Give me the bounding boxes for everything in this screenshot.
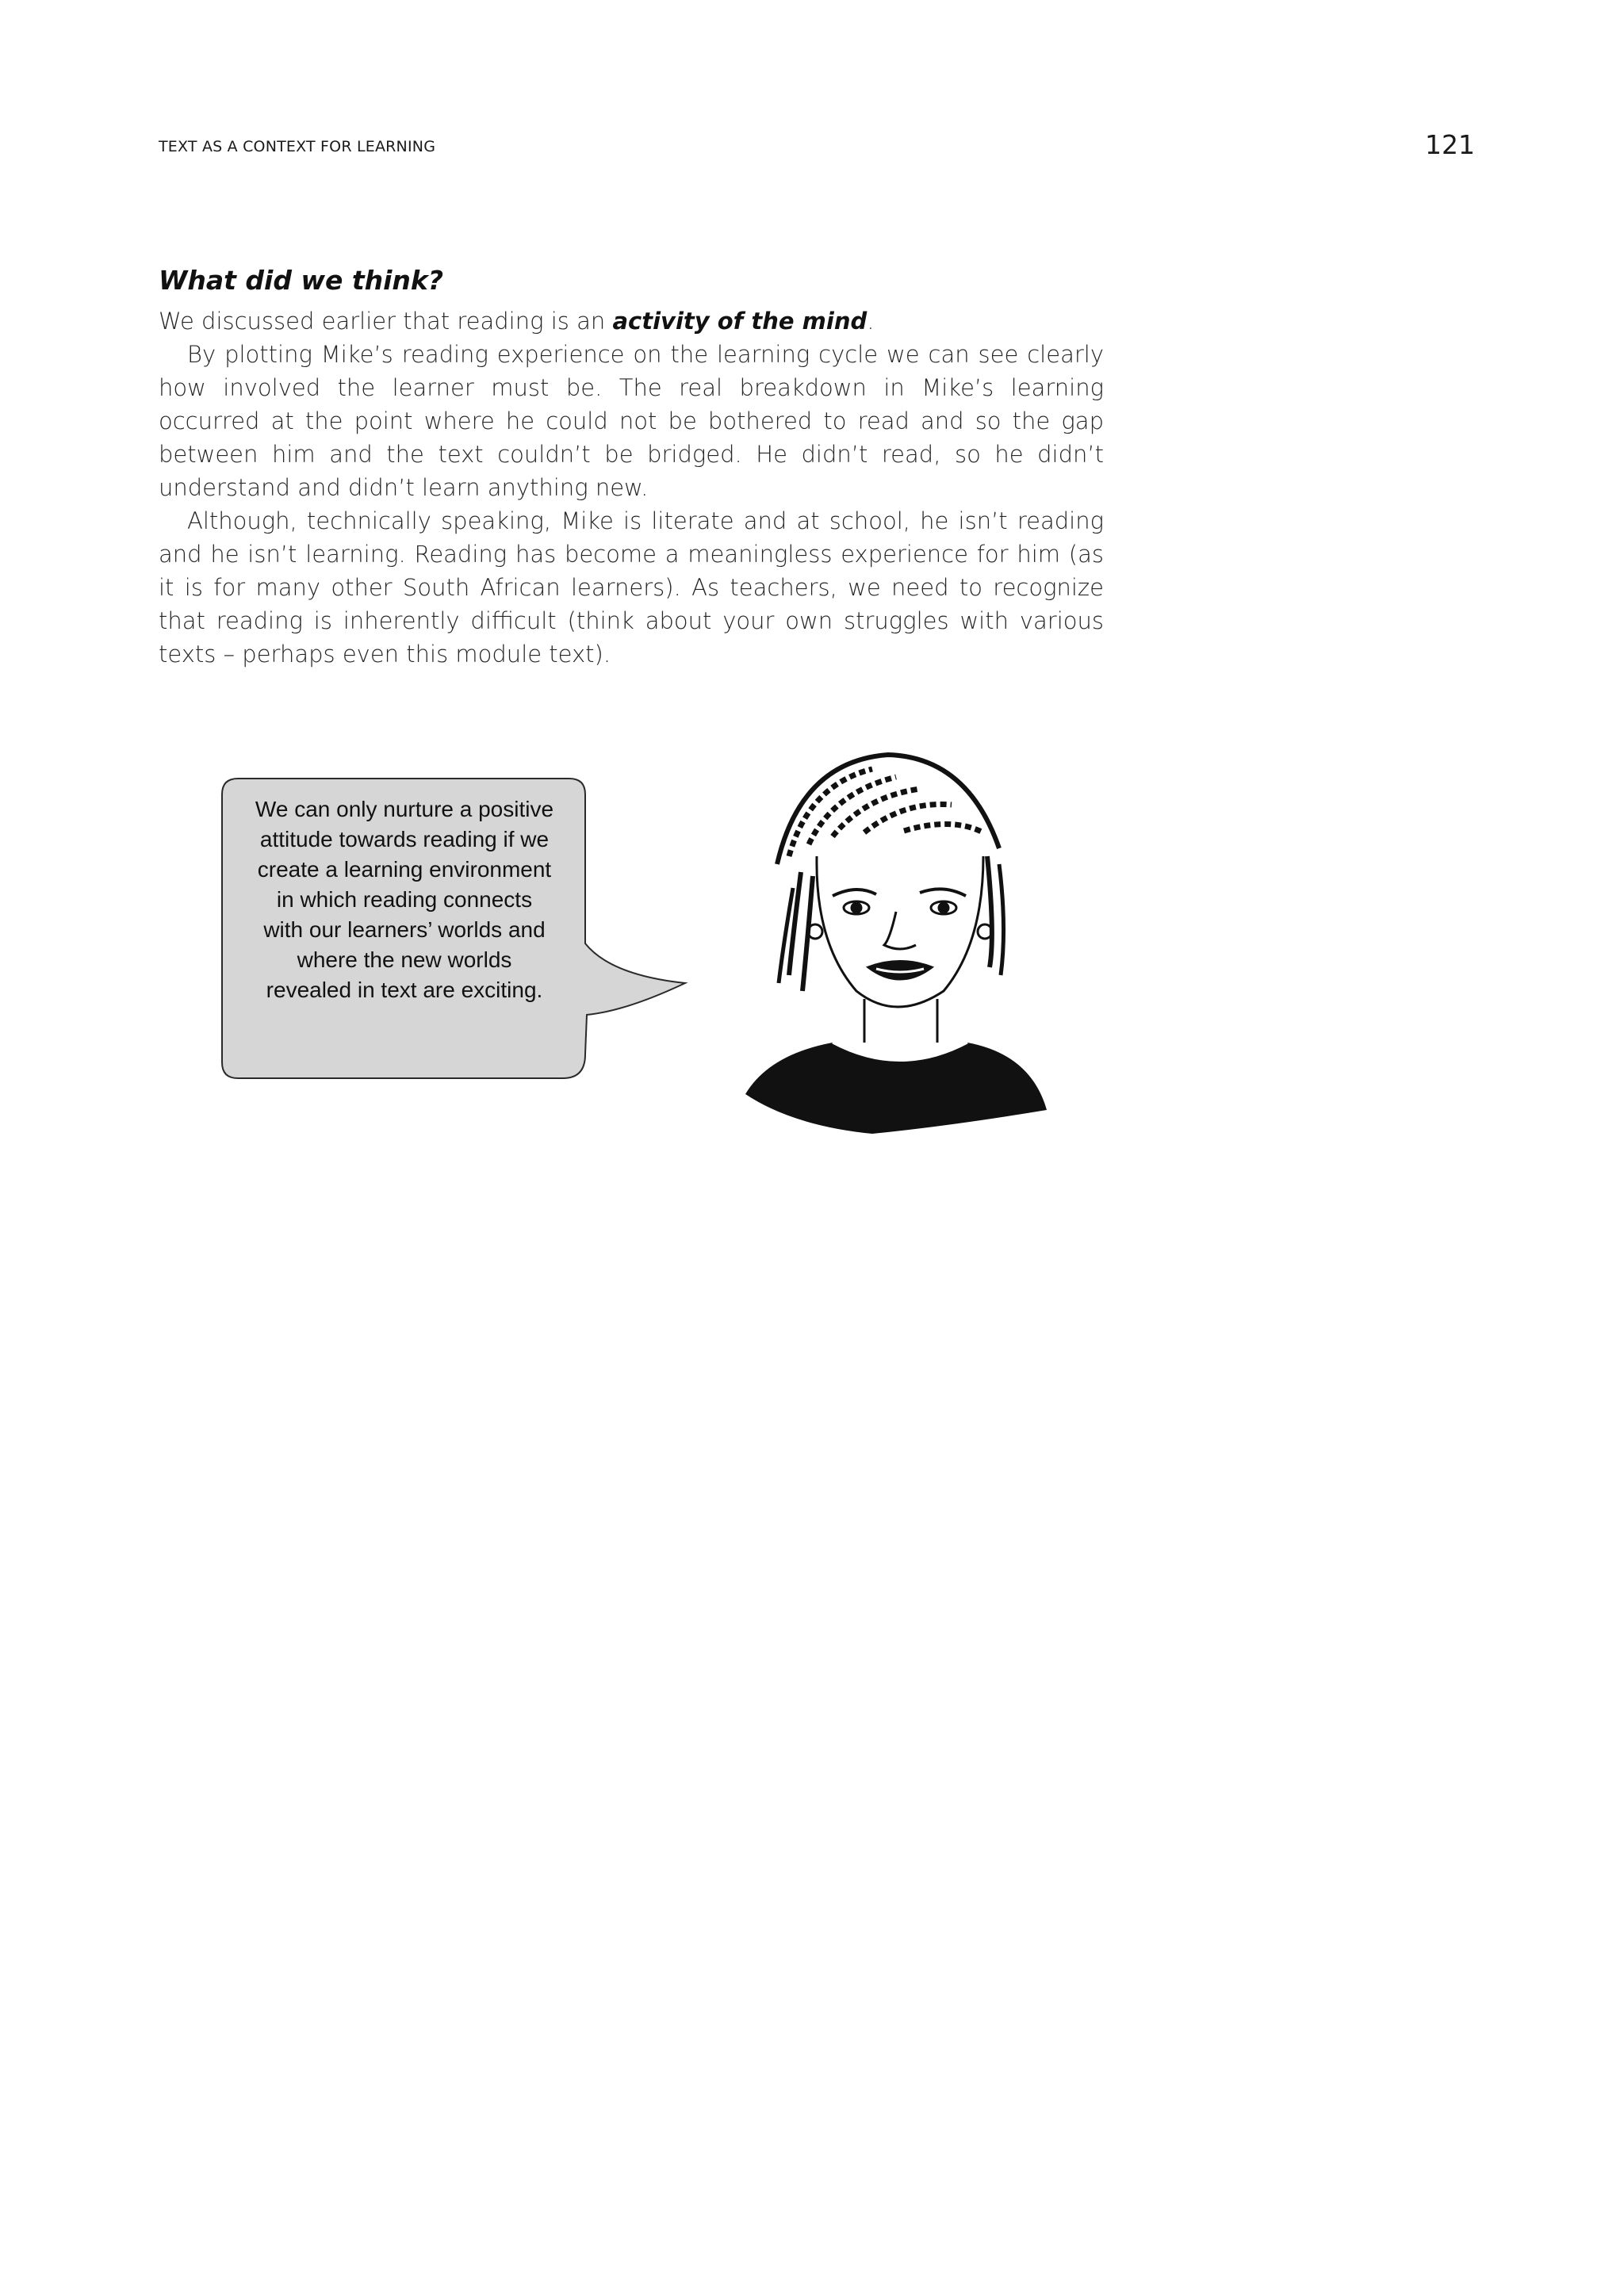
face — [808, 856, 992, 1007]
paragraph-mike-literate: Although, technically speaking, Mike is literate and at school, he isn’t reading and he isn’t learning. Reading has become a meaningless experience for him (as it is for many other South African learners). As teachers, we need to recognize that reading is inherently difficult (think about your own struggles with various texts – perhaps even this module text). — [159, 507, 1104, 668]
bubble-line: attitude towards reading if we — [259, 827, 550, 851]
illustration — [214, 737, 1047, 1134]
bubble-line: We can only nurture a positive — [255, 797, 554, 821]
paragraph-intro-end: . — [867, 308, 875, 335]
page-number: 121 — [1425, 129, 1475, 160]
main-content — [159, 263, 1104, 671]
bubble-line: revealed in text are exciting. — [266, 978, 543, 1002]
bubble-line: where the new worlds — [297, 947, 512, 972]
section-heading: What did we think? — [159, 265, 443, 296]
bubble-line: create a learning environment — [257, 857, 552, 882]
paragraph-intro-text: We discussed earlier that reading is an — [159, 308, 613, 335]
speech-bubble-text — [228, 794, 580, 1005]
running-head: TEXT AS A CONTEXT FOR LEARNING — [159, 138, 436, 155]
paragraph-mike-cycle: By plotting Mike’s reading experience on the learning cycle we can see clearly how involved the learner must be. The real breakdown in Mike’s learning occurred at the point where he could not be bothered to read and so the gap between him and the text couldn’t be bridged. He didn’t read, so he didn’t understand and didn’t learn anything new. — [159, 341, 1104, 501]
paragraph-intro — [159, 304, 1104, 338]
woman-portrait-illustration — [714, 737, 1047, 1134]
neck-and-shirt — [745, 999, 1047, 1134]
emphasis-activity-of-the-mind: activity of the mind — [612, 308, 868, 335]
bubble-line: with our learners’ worlds and — [263, 917, 546, 942]
bubble-line: in which reading connects — [276, 887, 533, 912]
hair-braids — [777, 755, 1004, 991]
